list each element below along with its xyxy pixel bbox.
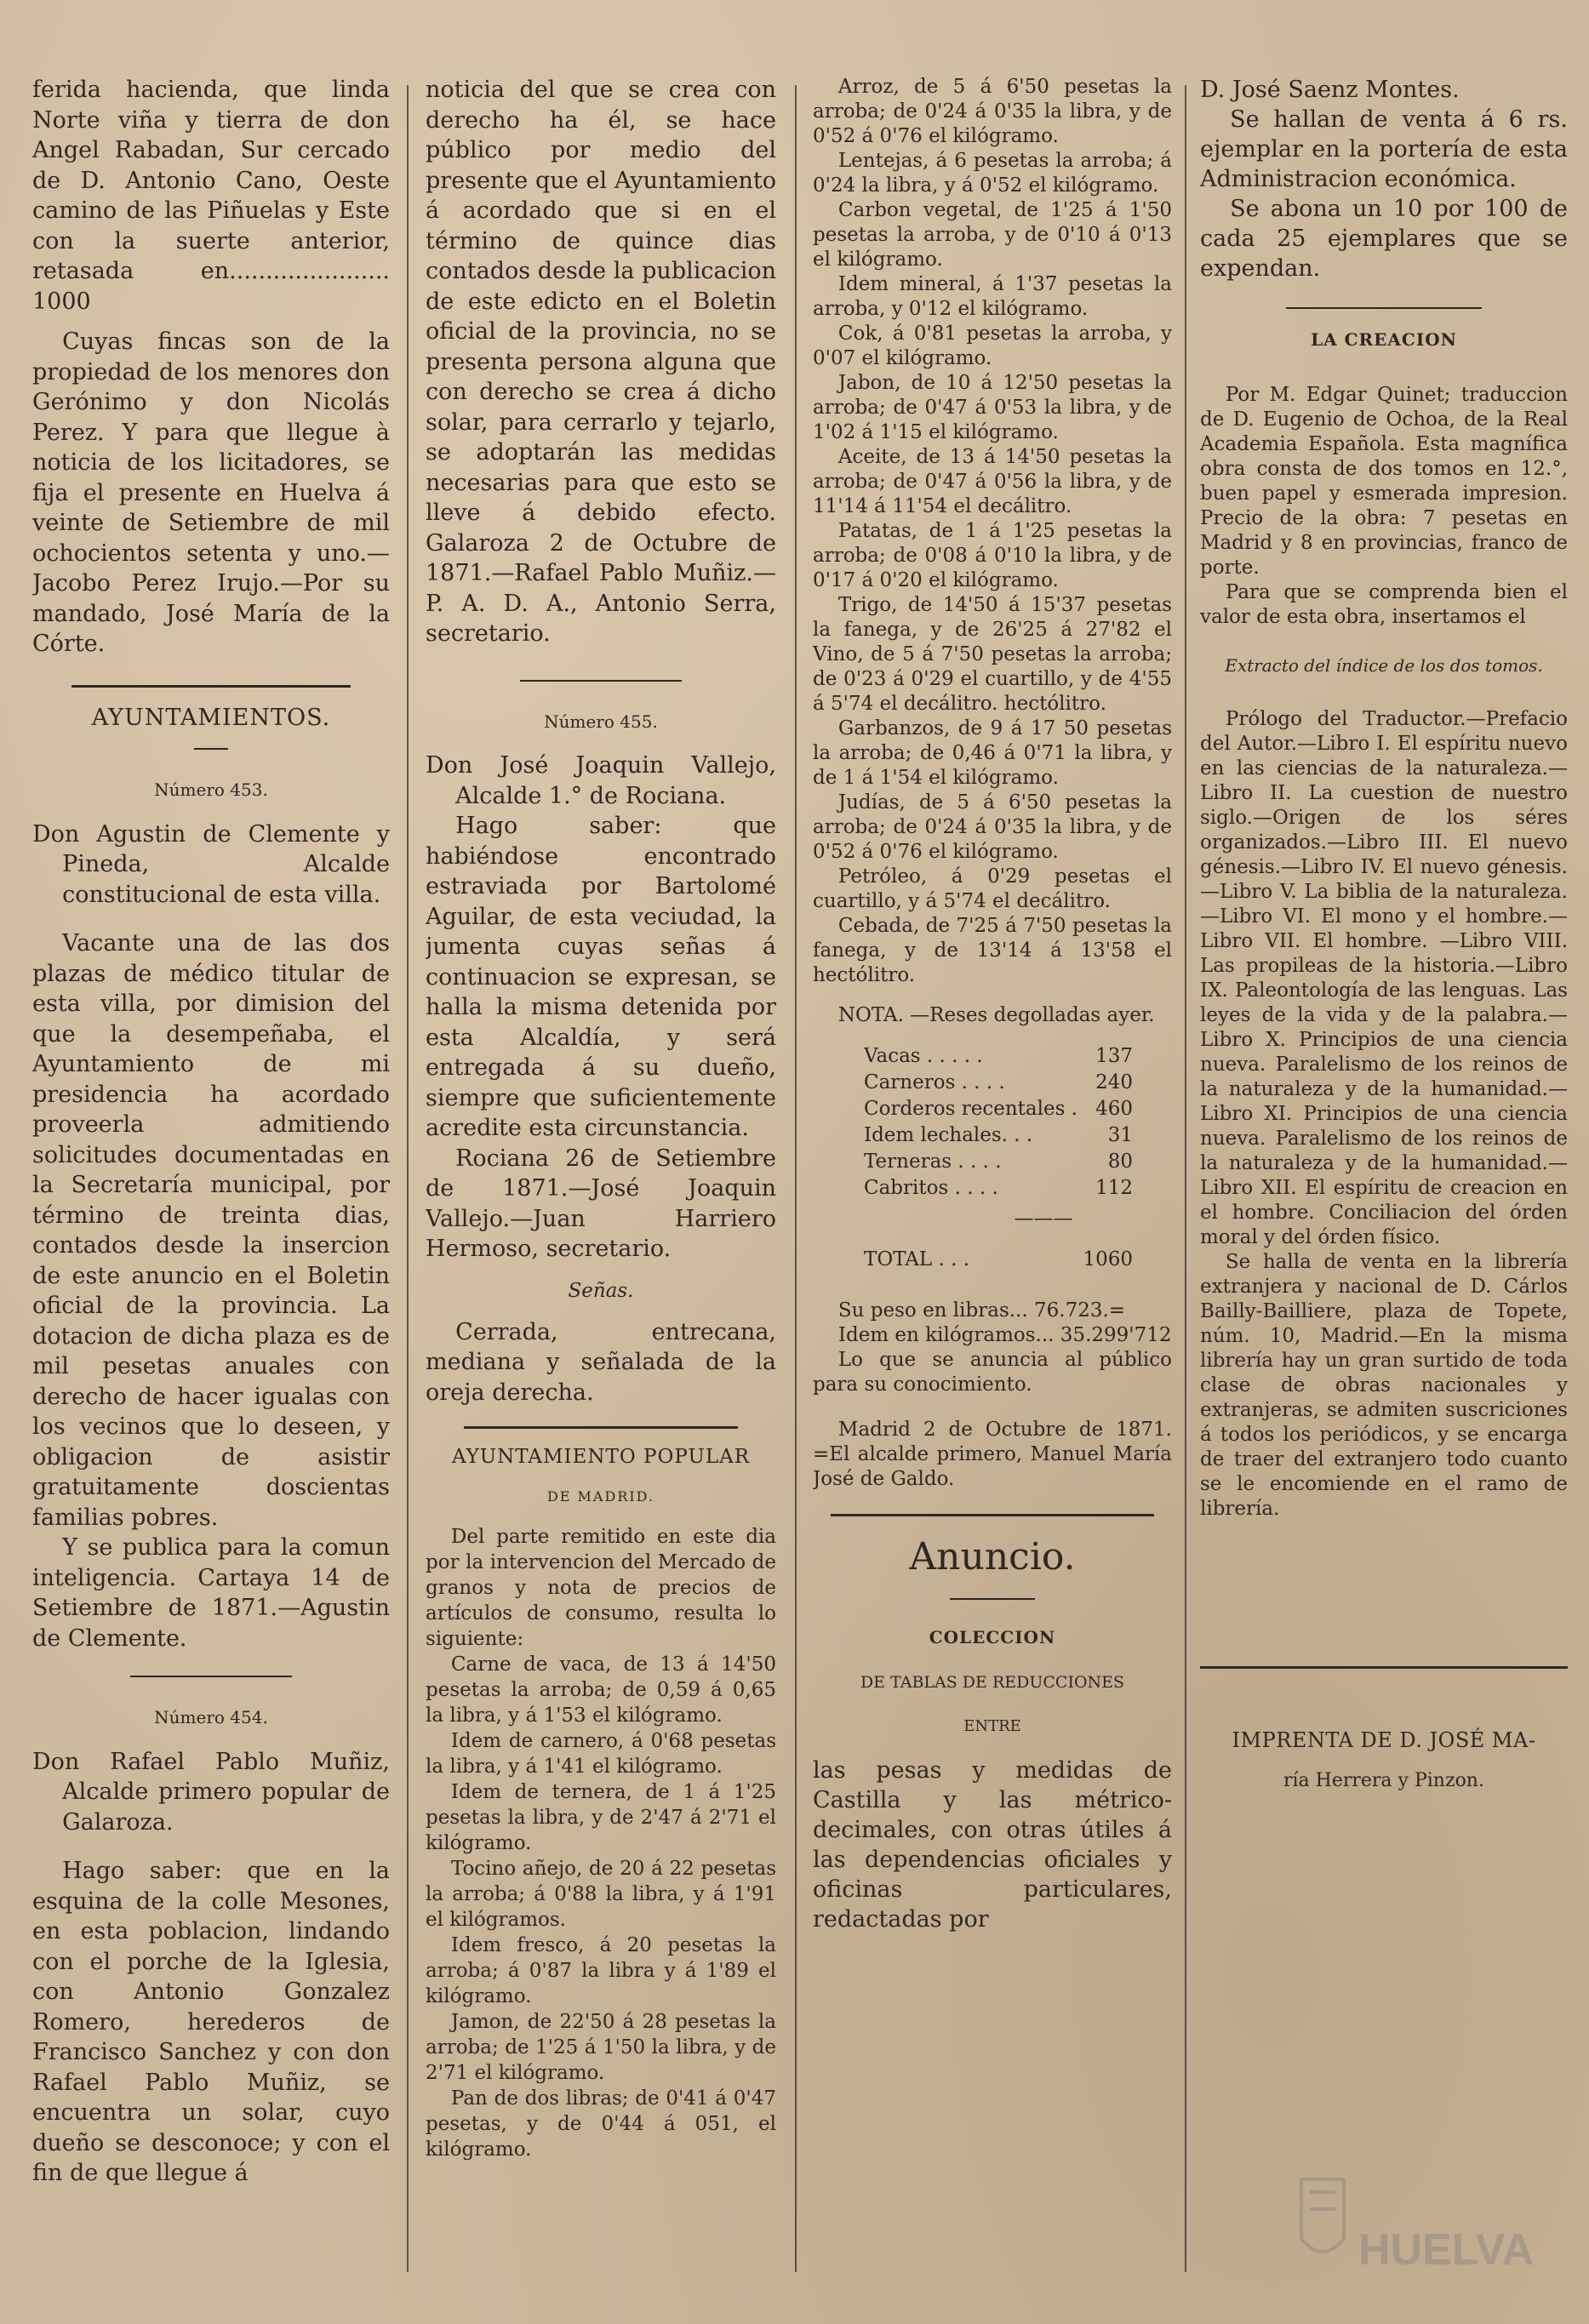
column-divider: [1185, 85, 1186, 2272]
notice-heading: Don José Joaquin Vallejo, Alcalde 1.° de Rociana.: [426, 752, 776, 809]
row-label: Cabritos . . . .: [864, 1177, 998, 1199]
divider: [1286, 307, 1482, 309]
price-item: Cok, á 0'81 pesetas la arroba, y 0'07 el kilógramo.: [813, 323, 1172, 369]
paragraph: D. José Saenz Montes.: [1200, 77, 1460, 103]
announcement-title: Anuncio.: [909, 1535, 1076, 1579]
price-item: Carne de vaca, de 13 á 14'50 pesetas la arroba; de 0,59 á 0,65 la libra, y á 1'53 el kilógramo.: [426, 1653, 776, 1727]
paragraph: Idem en kilógramos... 35.299'712: [837, 1324, 1172, 1346]
subheading: Señas.: [568, 1279, 634, 1302]
column-3: [813, 75, 1172, 2304]
paragraph: noticia del que se crea con derecho ha él, se hace público por medio del presente que el Ayuntamiento á acordado que si en el término de quince dias contados desde la publicacion de este edicto en el Boletin oficial de la provincia, no se presenta persona alguna que con derecho se crea á dicho solar, para cerrarlo y tejarlo, se adoptarán las medidas necesarias para que esto se lleve á debido efecto. Galaroza 2 de Octubre de 1871.—Rafael Pablo Muñiz.—P. A. D. A., Antonio Serra, secretario.: [426, 77, 776, 647]
announcement-subheading: ENTRE: [963, 1717, 1021, 1735]
price-item: Lentejas, á 6 pesetas la arroba; á 0'24 la libra, y á 0'52 el kilógramo.: [813, 150, 1172, 197]
archive-stamp-icon: [1284, 2162, 1548, 2290]
column-1: [32, 75, 390, 2304]
section-title: LA CREACION: [1311, 329, 1457, 350]
table-row: [838, 1149, 1133, 1175]
table-row: [838, 1043, 1133, 1070]
announcement-heading: COLECCION: [929, 1627, 1056, 1647]
price-item: Idem de carnero, á 0'68 pesetas la libra, y á 1'41 el kilógramo.: [426, 1729, 776, 1778]
section-title: AYUNTAMIENTOS.: [91, 704, 331, 731]
column-divider: [407, 85, 409, 2272]
livestock-total: [838, 1247, 1133, 1273]
price-item: Idem de ternera, de 1 á 1'25 pesetas la libra, y de 2'47 á 2'71 el kilógramo.: [426, 1780, 776, 1854]
table-row: [838, 1122, 1133, 1149]
signature: Madrid 2 de Octubre de 1871. =El alcalde primero, Manuel María José de Galdo.: [813, 1419, 1172, 1490]
price-item: Idem mineral, á 1'37 pesetas la arroba, y 0'12 el kilógramo.: [813, 273, 1172, 320]
notice-number: Número 454.: [154, 1707, 268, 1727]
paragraph: Se halla de venta en la librería extranjera y nacional de D. Cárlos Bailly-Bailliere, plaza de Topete, núm. 10, Madrid.—En la misma librería hay un gran surtido de toda clase de obras nacionales y extranjeras, se admiten suscriciones á todos los periódicos, y se encarga de traer del extranjero todo cuanto se le encomiende en el ramo de librería.: [1200, 1251, 1568, 1520]
paragraph: Vacante una de las dos plazas de médico titular de esta villa, por dimision del que la desempeñaba, el Ayuntamiento de mi presidencia ha acordado proveerla admitiendo solicitudes documentadas en la Secretaría municipal, por término de treinta dias, contados desde la insercion de este anuncio en el Boletin oficial de la provincia. La dotacion de dicha plaza es de mil pesetas anuales con derecho de hacer igualas con los vecinos que lo deseen, y obligacion de asistir gratuitamente doscientas familias pobres.: [32, 930, 390, 1531]
row-value: 80: [1107, 1151, 1134, 1173]
price-item: Arroz, de 5 á 6'50 pesetas la arroba; de 0'24 á 0'35 la libra, y de 0'52 á 0'76 el kilógramo.: [813, 76, 1172, 147]
row-label: Idem lechales. . .: [864, 1124, 1033, 1146]
price-item: Aceite, de 13 á 14'50 pesetas la arroba; de 0'47 á 0'56 la libra, y de 11'14 á 11'54 el decálitro.: [813, 446, 1172, 517]
stamp-text: HUELVA: [1358, 2225, 1535, 2275]
paragraph: ferida hacienda, que linda Norte viña y tierra de don Angel Rabadan, Sur cercado de D. Antonio Cano, Oeste camino de las Piñuelas y Este con la suerte anterior, retasada en...................... 1000: [32, 77, 390, 315]
row-value: 460: [1095, 1098, 1134, 1120]
row-value: 240: [1095, 1071, 1134, 1093]
notice-number: Número 453.: [154, 779, 268, 800]
paragraph: Lo que se anuncia al público para su conocimiento.: [813, 1349, 1172, 1396]
price-item: Cebada, de 7'25 á 7'50 pesetas la fanega, y de 13'14 á 13'58 el hectólitro.: [813, 915, 1172, 986]
paragraph: Se abona un 10 por 100 de cada 25 ejemplares que se expendan.: [1200, 196, 1568, 282]
price-item: Tocino añejo, de 20 á 22 pesetas la arroba; á 0'88 la libra, y á 1'91 el kilógramos.: [426, 1857, 776, 1931]
paragraph: Para que se comprenda bien el valor de esta obra, insertamos el: [1200, 581, 1568, 628]
divider: [520, 680, 682, 682]
table-separator: ———: [1014, 1208, 1073, 1230]
divider: [950, 1598, 1035, 1600]
price-item: Judías, de 5 á 6'50 pesetas la arroba; de 0'24 á 0'35 la libra, y de 0'52 á 0'76 el kilógramo.: [813, 791, 1172, 863]
divider: [71, 685, 351, 688]
imprint: IMPRENTA DE D. JOSÉ MA-: [1232, 1728, 1536, 1752]
paragraph: Hago saber: que en la esquina de la colle Mesones, en esta poblacion, lindando con el porche de la Iglesia, con Antonio Gonzalez Romero, herederos de Francisco Sanchez y con don Rafael Pablo Muñiz, se encuentra un solar, cuyo dueño se desconoce; y con el fin de que llegue á: [32, 1858, 390, 2186]
price-item: Petróleo, á 0'29 pesetas el cuartillo, y á 5'74 el decálitro.: [813, 865, 1172, 912]
price-item: Jamon, de 22'50 á 28 pesetas la arroba; de 1'25 á 1'50 la libra, y de 2'71 el kilógramo.: [426, 2010, 776, 2084]
divider: [464, 1426, 737, 1429]
row-label: Carneros . . . .: [864, 1071, 1005, 1093]
price-item: Garbanzos, de 9 á 17 50 pesetas la arroba; de 0,46 á 0'71 la libra, y de 1 á 1'54 el kilógramo.: [813, 717, 1172, 789]
price-item: Patatas, de 1 á 1'25 pesetas la arroba; de 0'08 á 0'10 la libra, y de 0'17 á 0'20 el kilógramo.: [813, 520, 1172, 591]
price-item: Trigo, de 14'50 á 15'37 pesetas la fanega, y de 26'25 á 27'82 el Vino, de 5 á 7'50 pesetas la arroba; de 0'23 á 0'29 el cuartillo, y de 4'55 á 5'74 el decálitro. hectólitro.: [813, 594, 1172, 715]
price-item: Pan de dos libras; de 0'41 á 0'47 pesetas, y de 0'44 á 051, el kilógramo.: [426, 2087, 776, 2161]
paragraph: las pesas y medidas de Castilla y las métrico-decimales, con otras útiles á las dependencias oficiales y oficinas particulares, redactadas por: [813, 1757, 1172, 1933]
paragraph: Por M. Edgar Quinet; traduccion de D. Eugenio de Ochoa, de la Real Academia Española. Esta magnífica obra consta de dos tomos en 12.°, buen papel y esmerada impresion. Precio de la obra: 7 pesetas en Madrid y 8 en provincias, franco de porte.: [1200, 384, 1568, 579]
divider: [194, 748, 228, 750]
paragraph: Cerrada, entrecana, mediana y señalada de la oreja derecha.: [426, 1318, 776, 1406]
paragraph: Rociana 26 de Setiembre de 1871.—José Joaquin Vallejo.—Juan Harriero Hermoso, secretario.: [426, 1145, 776, 1262]
paragraph: Su peso en libras... 76.723.=: [837, 1299, 1126, 1322]
price-item: Carbon vegetal, de 1'25 á 1'50 pesetas la arroba, y de 0'10 á 0'13 el kilógramo.: [813, 199, 1172, 271]
subheading: Extracto del índice de los dos tomos.: [1225, 655, 1543, 676]
total-value: 1060: [1083, 1248, 1134, 1270]
table-row: [838, 1070, 1133, 1096]
section-title: AYUNTAMIENTO POPULAR: [451, 1446, 751, 1468]
notice-heading: Don Agustin de Clemente y Pineda, Alcalde constitucional de esta villa.: [32, 820, 390, 908]
row-label: Terneras . . . .: [864, 1151, 1002, 1173]
paragraph: Hago saber: que habiéndose encontrado estraviada por Bartolomé Aguilar, de esta veciudad, la jumenta cuyas señas á continuacion se expresan, se halla la misma detenida por esta Alcaldía, y será entregada á su dueño, siempre que suficientemente acredite esta circunstancia.: [426, 813, 776, 1141]
table-row: [838, 1096, 1133, 1122]
divider: [1200, 1666, 1568, 1669]
total-label: TOTAL . . .: [864, 1248, 970, 1270]
row-value: 112: [1095, 1177, 1134, 1199]
column-4: [1200, 75, 1568, 2304]
announcement-subheading: DE TABLAS DE REDUCCIONES: [860, 1673, 1125, 1692]
notice-heading: Don Rafael Pablo Muñiz, Alcalde primero popular de Galaroza.: [32, 1748, 390, 1836]
divider: [831, 1514, 1154, 1516]
imprint: ría Herrera y Pinzon.: [1283, 1770, 1484, 1791]
price-item: Idem fresco, á 20 pesetas la arroba; á 0'87 la libra y á 1'89 el kilógramo.: [426, 1933, 776, 2007]
paragraph: Cuyas fincas son de la propiedad de los menores don Gerónimo y don Nicolás Perez. Y para que llegue à noticia de los licitadores, se fija el presente en Huelva á veinte de Setiembre de mil ochocientos setenta y uno.—Jacobo Perez Irujo.—Por su mandado, José María de la Córte.: [32, 328, 390, 657]
divider: [130, 1676, 292, 1677]
paragraph: Se hallan de venta á 6 rs. ejemplar en la portería de esta Administracion económica.: [1200, 106, 1568, 192]
column-2: [426, 75, 776, 2304]
price-item: Jabon, de 10 á 12'50 pesetas la arroba; de 0'47 á 0'53 la libra, y de 1'02 á 1'15 el kilógramo.: [813, 372, 1172, 443]
row-label: Corderos recentales .: [864, 1098, 1077, 1120]
section-subtitle: DE MADRID.: [546, 1488, 655, 1505]
column-divider: [795, 85, 797, 2272]
paragraph: Prólogo del Traductor.—Prefacio del Autor.—Libro I. El espíritu nuevo en las ciencias de la naturaleza.—Libro II. La cuestion de nuestro siglo.—Origen de los séres organizados.—Libro III. El nuevo génesis.—Libro IV. El nuevo génesis.—Libro V. La biblia de la naturaleza.—Libro VI. El mono y el hombre.—Libro VII. El hombre. —Libro VIII. Las propileas de la historia.—Libro IX. Paleontología de las lenguas. Las leyes de la vida y de la palabra.—Libro X. Principios de una ciencia nueva. Paralelismo de los reinos de la naturaleza y de la humanidad.—Libro XI. Principios de una ciencia nueva. Paralelismo de los reinos de la naturaleza y de la humanidad.—Libro XII. El espíritu de creacion en el hombre. Conciliacion del órden moral y del órden físico.: [1200, 708, 1568, 1248]
row-value: 31: [1107, 1124, 1134, 1146]
paragraph: Y se publica para la comun inteligencia. Cartaya 14 de Setiembre de 1871.—Agustin de Clemente.: [32, 1534, 390, 1652]
livestock-table: [838, 1043, 1133, 1202]
notice-number: Número 455.: [544, 711, 658, 732]
row-value: 137: [1095, 1045, 1134, 1067]
note-heading: NOTA. —Reses degolladas ayer.: [837, 1004, 1155, 1026]
paragraph: Del parte remitido en este dia por la intervencion del Mercado de granos y nota de precios de artículos de consumo, resulta lo siguiente:: [426, 1525, 776, 1650]
table-row: [838, 1175, 1133, 1202]
row-label: Vacas . . . . .: [864, 1045, 983, 1067]
